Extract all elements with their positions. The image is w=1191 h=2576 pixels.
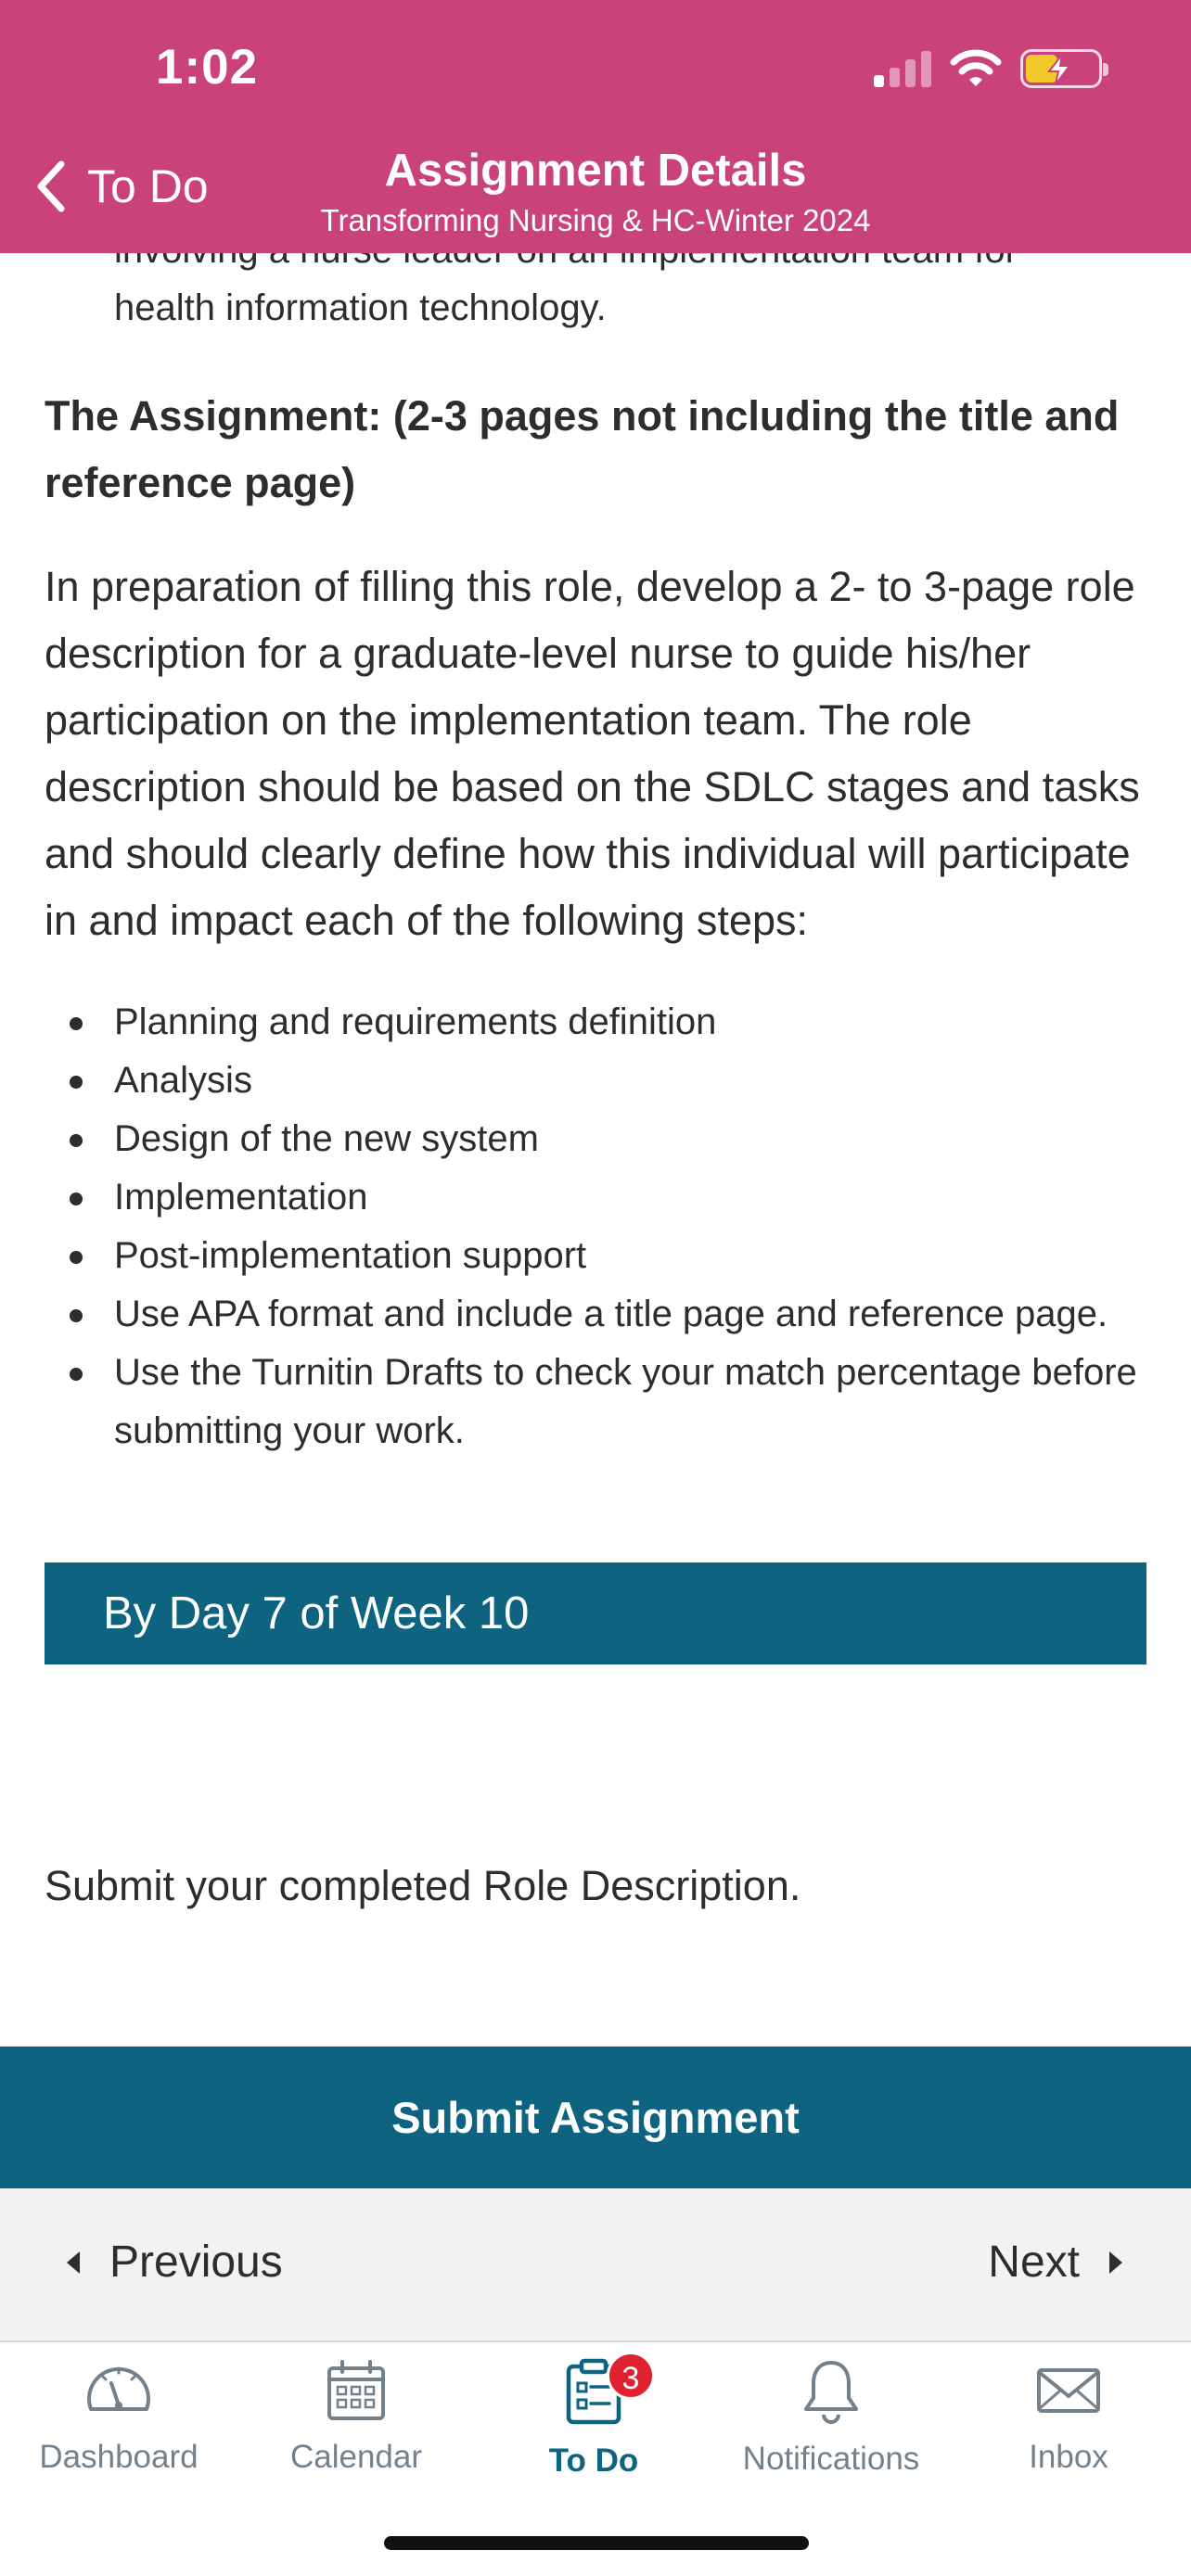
back-label: To Do [87,160,209,212]
tab-dashboard[interactable] [0,2357,237,2476]
tab-label: Inbox [1029,2439,1108,2475]
list-item: Planning and requirements definition [45,993,1146,1052]
todo-count-badge: 3 [607,2352,655,2400]
due-date-banner: By Day 7 of Week 10 [45,1562,1146,1664]
tab-label: Notifications [742,2441,920,2477]
assignment-content[interactable] [0,253,1191,2047]
pager-bar [0,2188,1191,2342]
bell-icon [799,2357,864,2424]
partial-bullet-line: health information technology. [114,287,607,328]
course-subtitle: Transforming Nursing & HC-Winter 2024 [320,203,871,237]
tab-to-do[interactable] [475,2357,712,2480]
submit-assignment-button[interactable]: Submit Assignment [0,2047,1191,2188]
tab-notifications[interactable] [712,2357,950,2478]
assignment-description: In preparation of filling this role, develop a 2- to 3-page role description for a graduate-level nurse to guide his/her participation on the implementation team. The role description should be based on the SDLC stages and tasks and should clearly define how this individual will participate in and impact each of the following steps: [45,563,1140,944]
list-item: Analysis [45,1052,1146,1110]
dashboard-gauge-icon [83,2357,154,2422]
assignment-heading: The Assignment: (2-3 pages not including the title and reference page) [45,392,1120,506]
home-indicator [384,2536,809,2550]
cellular-signal-icon [874,50,931,87]
previous-label: Previous [109,2238,283,2287]
app-header [0,0,1191,253]
caret-left-icon [65,2251,82,2275]
submit-instruction: Submit your completed Role Description. [45,1862,801,1909]
battery-charging-icon [1020,49,1102,88]
caret-right-icon [1108,2251,1124,2275]
tab-label: To Do [548,2442,639,2479]
requirements-list [45,993,1146,1460]
list-item: Post-implementation support [45,1227,1146,1285]
previous-button[interactable] [65,2237,283,2288]
page-title: Assignment Details [384,146,807,196]
tab-label: Dashboard [39,2439,198,2475]
tab-label: Calendar [289,2439,423,2475]
tab-inbox[interactable] [950,2357,1187,2476]
calendar-icon [324,2357,389,2422]
status-icons [874,45,1102,93]
envelope-icon [1034,2357,1103,2422]
bottom-tab-bar [0,2344,1191,2576]
list-item: Use the Turnitin Drafts to check your match percentage before submitting your work. [45,1344,1146,1460]
tab-calendar[interactable] [237,2357,475,2476]
list-item: Use APA format and include a title page and reference page. [45,1285,1146,1344]
list-item: Implementation [45,1168,1146,1227]
next-label: Next [988,2238,1080,2287]
wifi-icon [950,49,1002,88]
list-item: Design of the new system [45,1110,1146,1168]
next-button[interactable] [988,2237,1124,2288]
status-time: 1:02 [156,40,259,95]
